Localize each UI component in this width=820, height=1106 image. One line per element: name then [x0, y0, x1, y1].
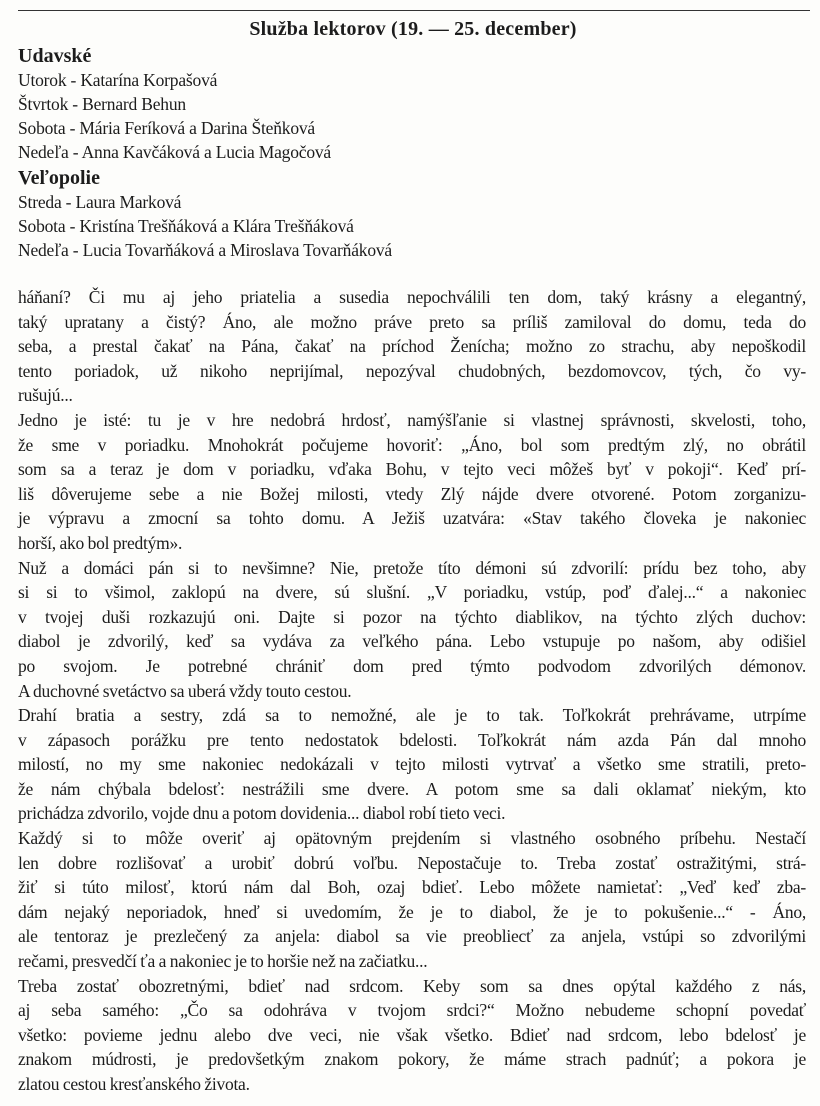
text-line: A duchovné svetáctvo sa uberá vždy touto cestou. [18, 680, 352, 701]
text-line: ale tentoraz je prezlečený za anjela: diabol sa vie preobliecť za anjela, vstúpi so zdvorilými [18, 926, 806, 947]
text-line: milostí, no my sme nakoniec nedokázali v tejto milosti vytrvať a všetko sme stratili, preto- [18, 754, 806, 775]
text-line: liš dôverujeme sebe a nie Božej milosti, vtedy Zlý nájde dvere otvorené. Potom zorganizu- [18, 483, 806, 504]
text-line: žiť si túto milosť, ktorú nám dal Boh, ozaj bdieť. Lebo môžete namietať: „Veď keď zba- [18, 877, 806, 898]
text-line: rušujú... [18, 385, 73, 406]
top-rule-divider [18, 10, 810, 11]
parish-velopolie [18, 166, 808, 262]
text-line: všetko: povieme jednu alebo dve veci, nie však všetko. Bdieť nad srdcom, lebo bdelosť je [18, 1024, 806, 1045]
text-line: je výpravu a zmocní sa tohto domu. A Ježiš uzatvára: «Stav takého človeka je nakoniec [18, 508, 806, 529]
schedule-entry: Sobota - Mária Feríková a Darina Šteňková [18, 118, 315, 138]
text-line: po svojom. Je potrebné chrániť dom pred týmto podvodom zdvorilých démonov. [18, 655, 806, 676]
text-line: Drahí bratia a sestry, zdá sa to nemožné, ale je to tak. Toľkokrát prehrávame, utrpíme [18, 705, 806, 726]
paragraph-1 [18, 285, 806, 408]
lector-schedule [18, 16, 808, 262]
text-line: horší, ako bol predtým». [18, 532, 183, 553]
schedule-entry: Štvrtok - Bernard Behun [18, 94, 186, 114]
parish-udavske [18, 44, 808, 164]
text-line: zlatou cestou kresťanského života. [18, 1074, 250, 1094]
text-line: Treba zostať obozretnými, bdieť nad srdcom. Keby som sa dnes opýtal každého z nás, [18, 975, 806, 996]
text-line: že sme v poriadku. Mnohokrát počujeme hovoriť: „Áno, bol som predtým zlý, no obrátil [18, 434, 806, 455]
text-line: Každý si to môže overiť aj opätovným prejdením si vlastného osobného príbehu. Nestačí [18, 828, 806, 849]
text-line: taký upratany a čistý? Áno, ale možno práve preto sa príliš zamiloval do domu, teda do [18, 311, 806, 332]
text-line: háňaní? Či mu aj jeho priatelia a susedia nepochválili ten dom, taký krásny a elegantný, [18, 287, 806, 307]
text-line: Nuž a domáci pán si to nevšimne? Nie, pretože títo démoni sú zdvorilí: prídu bez toho, aby [18, 557, 806, 578]
text-line: dám nejaký neporiadok, hneď si uvedomím, že je to diabol, že je to pokušenie...“ - Áno, [18, 901, 806, 922]
text-line: znakom múdrosti, je predovšetkým znakom pokory, že máme strach padnúť; a pokora je [18, 1049, 806, 1070]
parish-name: Udavské [18, 45, 92, 67]
schedule-entry: Nedeľa - Lucia Tovarňáková a Miroslava Tovarňáková [18, 240, 393, 260]
schedule-title: Služba lektorov (19. — 25. december) [249, 18, 577, 40]
text-line: som sa a teraz je dom v poriadku, vďaka Bohu, v tejto veci môžeš byť v pokoji“. Keď prí- [18, 459, 806, 480]
text-line: seba, a prestal čakať na Pána, čakať na príchod Ženícha; možno zo strachu, aby nepoškodil [18, 336, 806, 357]
text-line: Jedno je isté: tu je v hre nedobrá hrdosť, namýšľanie si vlastnej správnosti, skvelosti, toho, [18, 409, 806, 430]
paragraph-4 [18, 703, 806, 826]
schedule-entry: Utorok - Katarína Korpašová [18, 70, 218, 90]
text-line: v zápasoch porážku pre tento nedostatok bdelosti. Toľkokrát nám azda Pán dal mnoho [18, 729, 806, 750]
text-line: že nám chýbala bdelosť: nestrážili sme dvere. A potom sme sa dali oklamať niekým, kto [18, 778, 806, 799]
schedule-entry: Nedeľa - Anna Kavčáková a Lucia Magočová [18, 142, 331, 162]
schedule-entry: Streda - Laura Marková [18, 192, 182, 212]
text-line: si si to všimol, zaklopú na dvere, sú slušní. „V poriadku, vstúp, poď ďalej...“ a nakoniec [18, 582, 806, 603]
text-line: prichádza zdvorilo, vojde dnu a potom dovidenia... diabol robí tieto veci. [18, 803, 506, 824]
paragraph-5 [18, 826, 806, 974]
text-line: diabol je zdvorilý, keď sa vydáva za veľkého pána. Lebo vstupuje po našom, aby odišiel [18, 631, 806, 652]
paragraph-2 [18, 408, 806, 556]
homily-article [18, 285, 806, 1097]
paragraph-3 [18, 556, 806, 704]
paragraph-6 [18, 974, 806, 1097]
text-line: aj seba samého: „Čo sa odohráva v tvojom srdci?“ Možno nebudeme schopní povedať [18, 1000, 806, 1021]
text-line: tento poriadok, už nikoho neprijímal, nepozýval chudobných, bezdomovcov, tých, čo vy- [18, 360, 806, 381]
text-line: rečami, presvedčí ťa a nakoniec je to horšie než na začiatku... [18, 951, 428, 972]
text-line: len dobre rozlišovať a urobiť dobrú voľbu. Nepostačuje to. Treba zostať ostražitými, strá- [18, 852, 806, 873]
text-line: v tvojej duši rozkazujú oni. Dajte si pozor na týchto diablikov, na týchto zlých duchov: [18, 606, 806, 627]
parish-name: Veľopolie [18, 167, 100, 189]
schedule-entry: Sobota - Kristína Trešňáková a Klára Trešňáková [18, 216, 354, 236]
